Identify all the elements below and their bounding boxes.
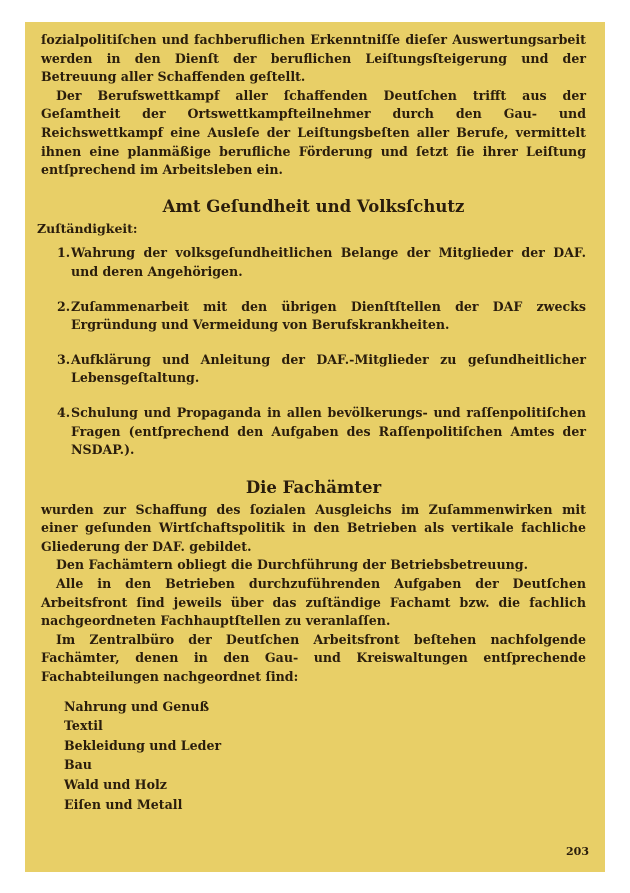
- list-item-number: 4.: [57, 404, 71, 420]
- fachaemter-paragraph-2: Den Fachämtern obliegt die Durchführung der Betriebsbetreuung.: [56, 557, 528, 573]
- fachaemter-list: [41, 697, 586, 815]
- section-heading-health: Amt Geſundheit und Volksſchutz: [162, 196, 465, 216]
- list-item: [41, 244, 586, 281]
- list-item: Nahrung und Genuß: [64, 698, 210, 714]
- list-item: Eiſen und Metall: [64, 796, 183, 812]
- list-item-number: 3.: [57, 351, 71, 367]
- list-item-text: Schulung und Propaganda in allen bevölkerungs- und raſſenpolitiſchen Fragen (entſprechend den Aufgaben des Raſſenpolitiſchen Amtes der NSDAP.).: [71, 404, 586, 458]
- list-item-text: Wahrung der volksgeſundheitlichen Belange der Mitglieder der DAF. und deren Angehörigen.: [71, 245, 586, 279]
- book-page: [25, 22, 605, 872]
- list-item: Bau: [64, 757, 92, 773]
- responsibility-subheading: Zuſtändigkeit:: [37, 220, 138, 236]
- responsibility-list: [41, 244, 586, 459]
- list-item: [41, 351, 586, 388]
- list-item: [41, 298, 586, 335]
- section-heading-fachaemter: Die Fachämter: [245, 477, 382, 497]
- fachaemter-paragraph-3: Alle in den Betrieben durchzuführenden Aufgaben der Deutſchen Arbeitsfront ſind jeweils über das zuſtändige Fachamt bzw. die fachlich nachgeordneten Fachhauptſtellen zu veranlaſſen.: [41, 576, 586, 629]
- list-item: Wald und Holz: [64, 777, 167, 792]
- list-item: [41, 404, 586, 460]
- list-item-number: 2.: [57, 298, 71, 314]
- list-item-number: 1.: [57, 245, 71, 261]
- list-item-text: Aufklärung und Anleitung der DAF.-Mitglieder zu geſundheitlicher Lebensgeſtaltung.: [71, 351, 586, 386]
- fachaemter-paragraph-4: Im Zentralbüro der Deutſchen Arbeitsfront beſtehen nachfolgende Fachämter, denen in den Gau- und Kreiswaltungen entſprechende Fachabteilungen nachgeordnet ſind:: [41, 631, 586, 685]
- list-item: Textil: [64, 718, 103, 734]
- intro-paragraph-2: Der Berufswettkampf aller ſchaffenden Deutſchen trifft aus der Geſamtheit der Ortswettkampfteilnehmer durch den Gau- und Reichswettkampf eine Ausleſe der Leiſtungsbeſten aller Berufe, vermittelt ihnen eine planmäßige berufliche Förderung und ſetzt ſie ihrer Leiſtung entſprechend im Arbeitsleben ein.: [41, 87, 586, 178]
- list-item: Bekleidung und Leder: [64, 737, 222, 753]
- list-item-text: Zuſammenarbeit mit den übrigen Dienſtſtellen der DAF zwecks Ergründung und Vermeidung von Berufskrankheiten.: [71, 298, 586, 333]
- page-number: 203: [566, 845, 589, 859]
- fachaemter-paragraph-1: wurden zur Schaffung des ſozialen Ausgleichs im Zuſammenwirken mit einer geſunden Wirtſchaftspolitik in den Betrieben als vertikale fachliche Gliederung der DAF. gebildet.: [41, 501, 586, 554]
- intro-paragraph-1: ſozialpolitiſchen und fachberuflichen Erkenntniſſe dieſer Auswertungsarbeit werden in den Dienſt der beruflichen Leiſtungsſteigerung und der Betreuung aller Schaffenden geſtellt.: [41, 32, 586, 85]
